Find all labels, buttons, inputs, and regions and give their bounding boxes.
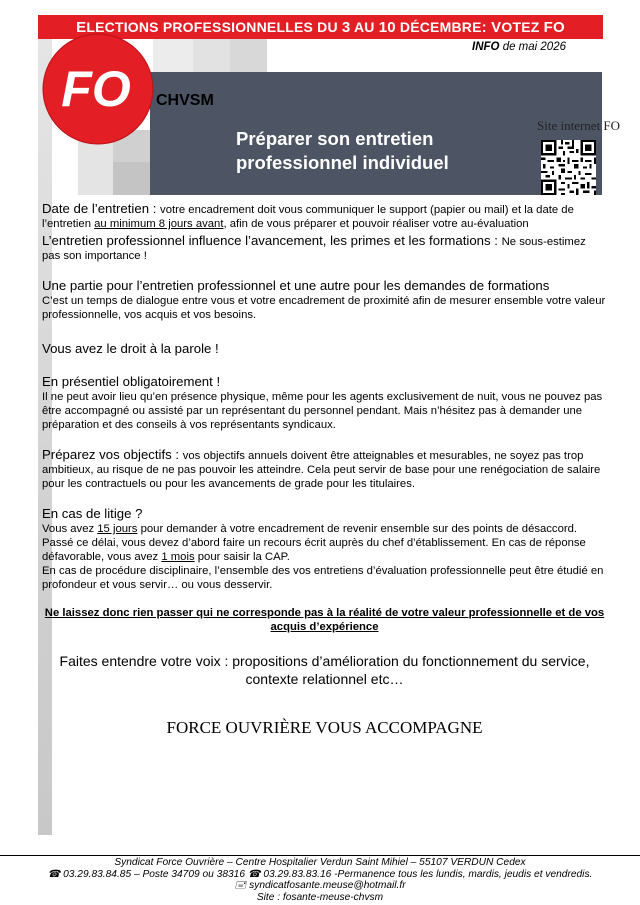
footer-phone: 03.29.83.84.85 – Poste 34709 ou 38316 <box>60 868 248 880</box>
section-influence <box>42 234 607 263</box>
section-presentiel <box>42 375 607 432</box>
section-litige <box>42 507 607 592</box>
section-heading: Une partie pour l’entretien professionnel et une autre pour les demandes de formations <box>42 278 550 293</box>
mail-icon: 🖃 <box>234 880 247 891</box>
banner-text: AU <box>353 19 375 35</box>
banner-text: 10 <box>378 19 396 36</box>
callout-text: Ne laissez donc rien passer qui ne corresponde pas à la réalité de votre valeur professionnelle et de vos acquis d’expérience <box>44 607 605 633</box>
voice-text: contexte relationnel etc… <box>245 671 404 687</box>
page-title-line: professionnel individuel <box>236 152 449 173</box>
footer-mail[interactable]: syndicatfosante.meuse@hotmail.fr <box>246 880 406 891</box>
org-name: CHVSM <box>156 92 214 109</box>
footer-phone: 03.29.83.83.16 -Permanence tous les lundis, mardis, jeudis et vendredis. <box>260 868 593 880</box>
logo-text: FO <box>61 61 131 117</box>
section-text: pour saisir la CAP. <box>194 551 290 563</box>
page-title-line: Préparer son entretien <box>236 128 434 149</box>
section-text: En cas de procédure disciplinaire, l’ensemble des vos entretiens d’évaluation professionnelle peut être étudié en profondeur et vous servir… ou vous desservir. <box>42 565 604 591</box>
info-brand: INFO <box>472 41 500 53</box>
section-deux-parties <box>42 279 607 322</box>
decorative-square <box>153 39 193 72</box>
footer <box>0 857 640 903</box>
banner-text: DÉCEMBRE <box>399 19 482 35</box>
title-panel <box>150 72 602 195</box>
section-heading: Date de l’entretien <box>42 201 150 216</box>
section-text: Vous avez <box>42 523 98 535</box>
underlined-text: 15 jours <box>97 523 138 535</box>
site-label: Site internet FO <box>537 118 621 133</box>
banner-text: FO <box>543 19 565 36</box>
decorative-square <box>230 39 267 72</box>
phone-icon: ☎ <box>47 868 61 880</box>
section-heading: En cas de litige ? <box>42 506 143 521</box>
separator: : <box>149 201 161 216</box>
footer-email <box>0 880 640 892</box>
slogan <box>42 718 607 738</box>
separator: : <box>171 447 183 462</box>
section-text: Passé ce délai, vous devez d’abord faire un recours écrit auprès du chef d’établissement. En cas de réponse défavorable, vous avez <box>42 537 586 563</box>
section-heading: Préparez vos objectifs <box>42 447 172 462</box>
footer-phones <box>0 869 640 881</box>
section-droit-parole <box>42 342 607 357</box>
page-title <box>236 127 536 175</box>
decorative-square <box>78 140 113 195</box>
section-text: vos objectifs annuels doivent être atteignables et mesurables, ne soyez pas trop ambitieux, au risque de ne pas pouvoir les atteindre. Cela peut servir de base pour une renégociation de salaire pour les contractuels ou pour les avancements de grade pour les titulaires. <box>42 450 601 490</box>
banner-text: : V <box>481 19 502 36</box>
section-objectifs <box>42 448 607 491</box>
callout <box>42 606 607 634</box>
voice-text: Faites entendre votre voix : propositions d’amélioration du fonctionnement du service, <box>59 653 590 669</box>
section-heading: Vous avez le droit à la parole ! <box>42 341 219 356</box>
slogan-text: FORCE OUVRIÈRE VOUS ACCOMPAGNE <box>166 718 483 737</box>
footer-divider <box>0 855 640 856</box>
section-heading: En présentiel obligatoirement ! <box>42 374 221 389</box>
decorative-square <box>113 162 150 195</box>
banner-text: LECTIONS <box>86 19 159 35</box>
section-text: Il ne peut avoir lieu qu’en présence physique, même pour les agents exclusivement de nuit, vous ne pouvez pas être accompagné ou assisté par un représentant du personnel pendant. Mais n’hésitez pas à demander une préparation et des conseils à vos représentants syndicaux. <box>42 391 603 431</box>
banner-text: OTEZ <box>501 19 540 35</box>
phone-icon: ☎ <box>247 868 261 880</box>
underlined-text: au minimum 8 jours avant <box>94 218 224 230</box>
section-text: , afin de vous préparer et pouvoir réaliser votre au-évaluation <box>223 218 529 230</box>
banner-text: 3 <box>341 19 351 36</box>
article-body <box>42 198 607 738</box>
section-text: votre encadrement doit vous communiquer le support (papier ou mail) et la date de l’entretien <box>42 204 574 230</box>
footer-address: Syndicat Force Ouvrière – Centre Hospitalier Verdun Saint Mihiel – 55107 VERDUN Cedex <box>114 857 526 868</box>
section-text: Ne sous-estimez pas son importance ! <box>42 236 586 262</box>
banner-text: PROFESSIONNELLES DU <box>162 19 338 35</box>
banner-text: E <box>76 19 87 36</box>
footer-site[interactable]: Site : fosante-meuse-chvsm <box>256 891 384 903</box>
section-heading: L’entretien professionnel influence l’avancement, les primes et les formations <box>42 233 491 248</box>
voice-section <box>42 652 607 688</box>
separator: : <box>490 233 502 248</box>
section-text: C’est un temps de dialogue entre vous et votre encadrement de proximité afin de mesurer ensemble votre valeur professionnelle, vos acquis et vos besoins. <box>42 295 606 321</box>
section-date-entretien <box>42 202 607 231</box>
qr-code-icon[interactable] <box>541 140 596 195</box>
underlined-text: 1 mois <box>161 551 195 563</box>
fo-logo <box>42 33 154 145</box>
section-text: pour demander à votre encadrement de revenir ensemble sur des points de désaccord. <box>137 523 578 535</box>
issue-date: de mai 2026 <box>502 41 566 53</box>
decorative-square <box>193 39 230 72</box>
issue-info <box>472 41 566 53</box>
